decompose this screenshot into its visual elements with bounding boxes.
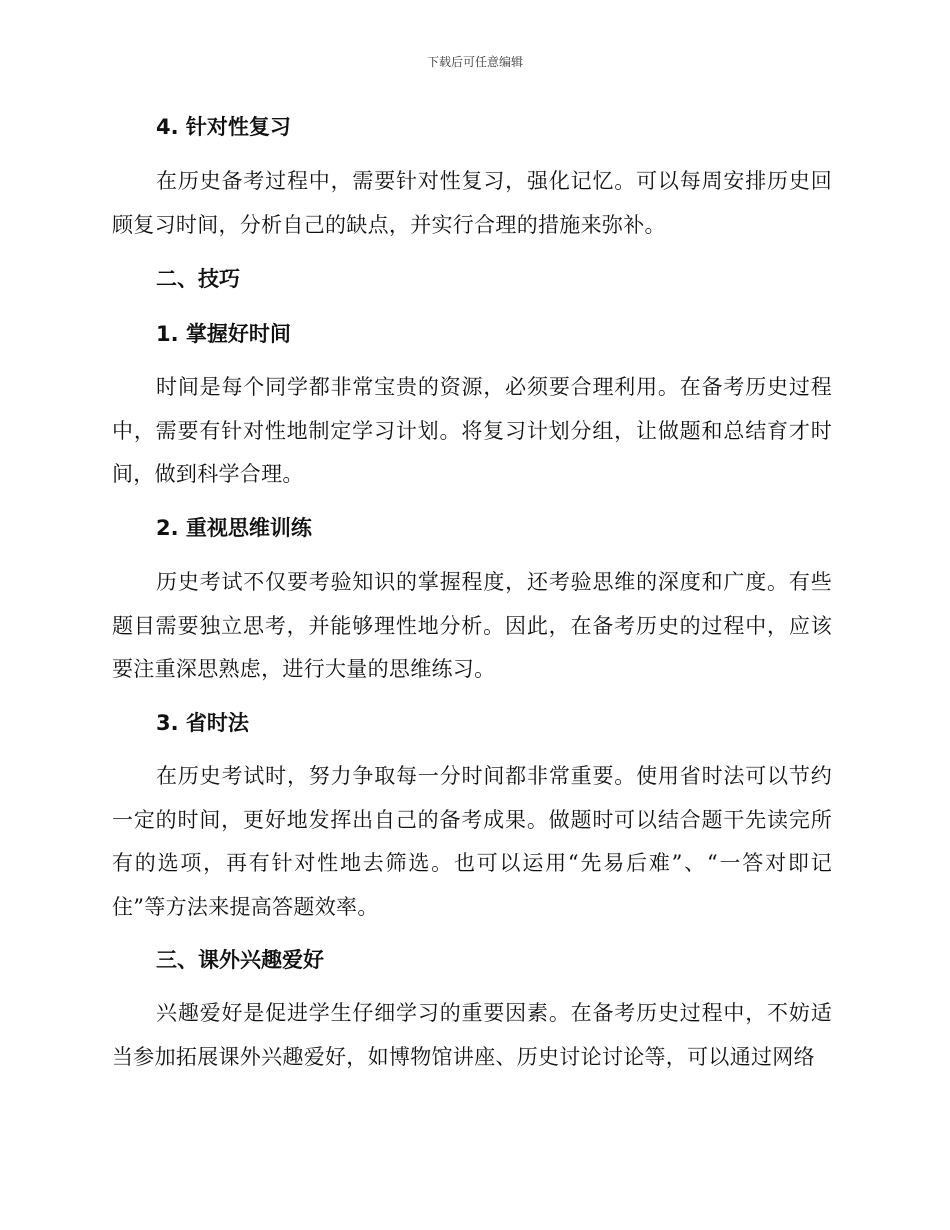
paragraph-hobbies: 兴趣爱好是促进学生仔细学习的重要因素。在备考历史过程中，不妨适当参加拓展课外兴趣爱好，如博物馆讲座、历史讨论讨论等，可以通过网络: [112, 1001, 832, 1069]
section-heading-time-saving: 3. 省时法: [156, 711, 249, 735]
page-header-note: 下载后可任意编辑: [426, 55, 523, 69]
paragraph-time-saving: 在历史考试时，努力争取每一分时间都非常重要。使用省时法可以节约一定的时间，更好地发挥出自己的备考成果。做题时可以结合题干先读完所有的选项，再有针对性地去筛选。也可以运用“先易后难”、“一答对即记住”等方法来提高答题效率。: [112, 764, 832, 919]
paragraph-thinking-training: 历史考试不仅要考验知识的掌握程度，还考验思维的深度和广度。有些题目需要独立思考，并能够理性地分析。因此，在备考历史的过程中，应该要注重深思熟虑，进行大量的思维练习。: [112, 570, 832, 681]
section-heading-targeted-review: 4. 针对性复习: [156, 115, 291, 139]
section-heading-thinking-training: 2. 重视思维训练: [156, 516, 312, 540]
section-heading-hobbies: 三、课外兴趣爱好: [156, 948, 324, 972]
section-heading-time-management: 1. 掌握好时间: [156, 322, 291, 346]
paragraph-time-management: 时间是每个同学都非常宝贵的资源，必须要合理利用。在备考历史过程中，需要有针对性地制定学习计划。将复习计划分组，让做题和总结育才时间，做到科学合理。: [112, 375, 832, 486]
section-heading-techniques: 二、技巧: [156, 267, 240, 291]
paragraph-targeted-review: 在历史备考过程中，需要针对性复习，强化记忆。可以每周安排历史回顾复习时间，分析自己的缺点，并实行合理的措施来弥补。: [112, 169, 832, 237]
